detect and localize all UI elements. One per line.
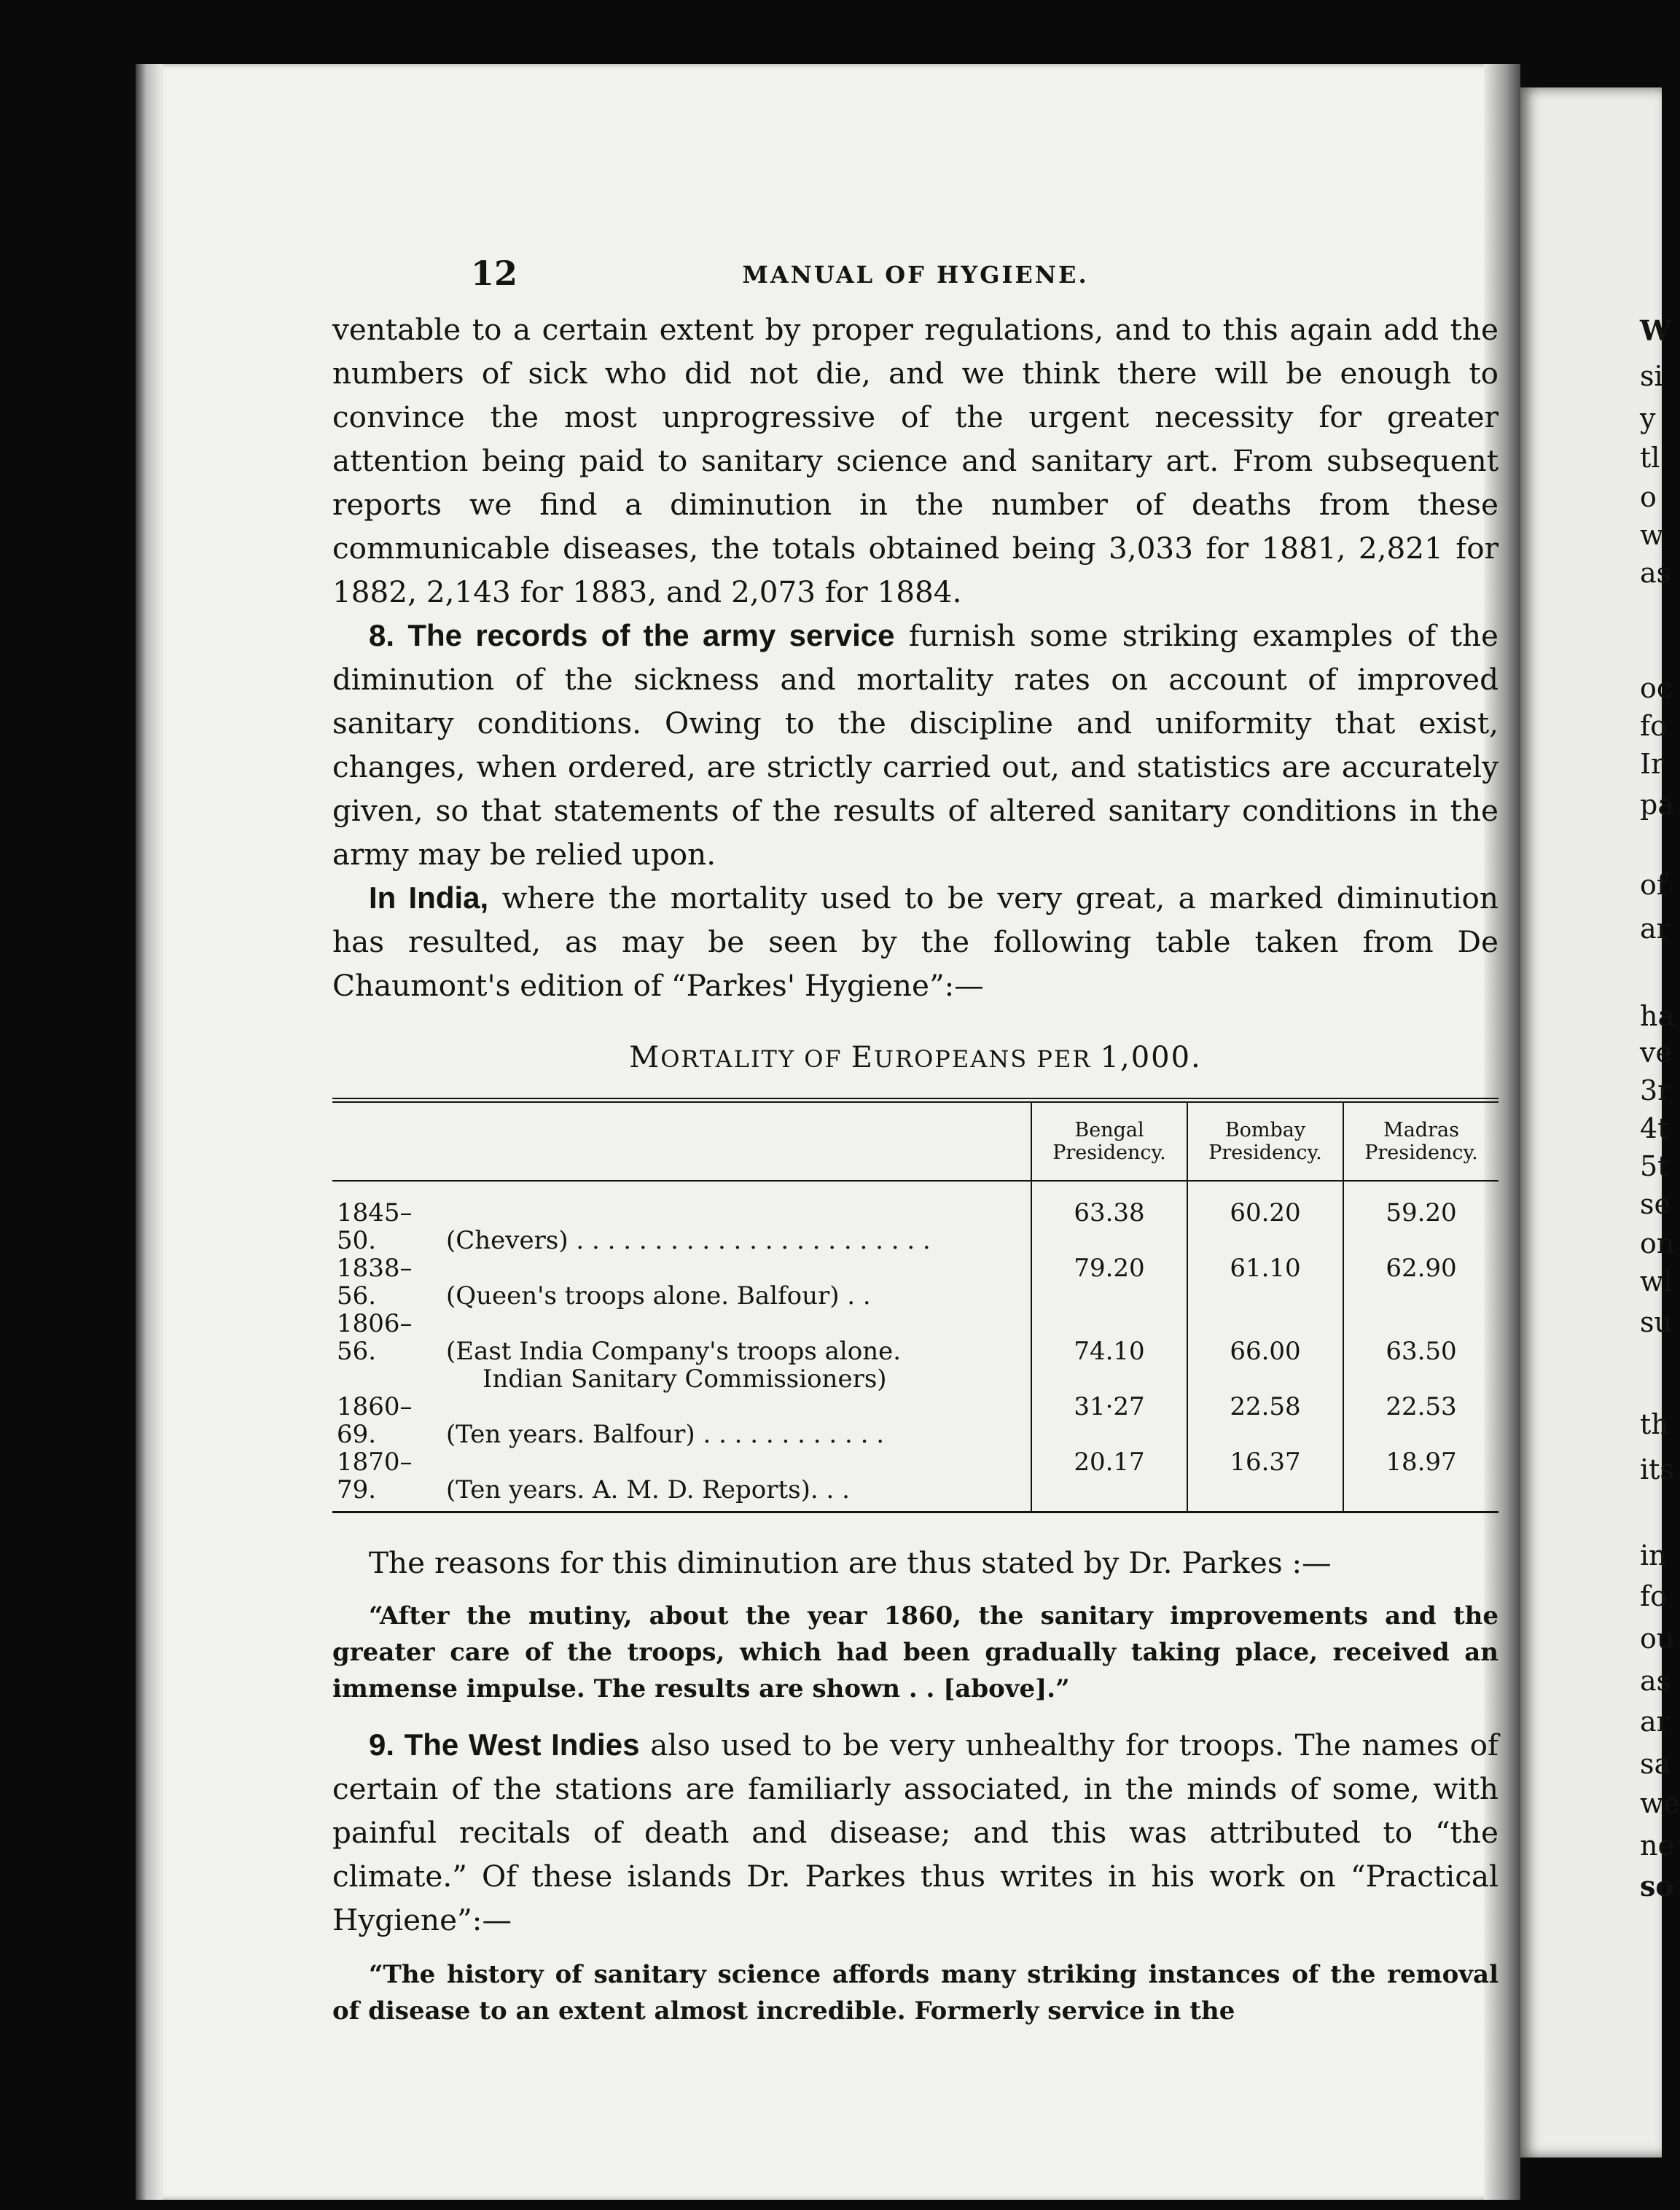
adjacent-fragment: ar bbox=[1640, 1706, 1670, 1738]
adjacent-page-edge bbox=[1520, 87, 1680, 2158]
cell-bengal: 74.10 bbox=[1031, 1310, 1187, 1393]
section-9-heading: 9. The West Indies bbox=[369, 1727, 640, 1762]
cell-bombay: 16.37 bbox=[1187, 1448, 1343, 1512]
adjacent-fragment: on bbox=[1640, 1227, 1675, 1260]
adjacent-fragment: 5t bbox=[1640, 1150, 1669, 1182]
page-content bbox=[332, 254, 1499, 2029]
adjacent-fragment: 3r bbox=[1640, 1074, 1671, 1106]
adjacent-fragment: as bbox=[1640, 1665, 1671, 1697]
adjacent-fragment: pa bbox=[1640, 789, 1674, 821]
adjacent-fragment: wl bbox=[1640, 1265, 1673, 1297]
adjacent-fragment: th bbox=[1640, 1408, 1669, 1440]
column-header-bombay: Bombay Presidency. bbox=[1187, 1101, 1343, 1182]
adjacent-fragment: w bbox=[1640, 519, 1664, 551]
cell-bombay: 66.00 bbox=[1187, 1310, 1343, 1393]
column-header-madras: Madras Presidency. bbox=[1343, 1101, 1499, 1182]
cell-bengal: 31·27 bbox=[1031, 1393, 1187, 1448]
cell-madras: 63.50 bbox=[1343, 1310, 1499, 1393]
adjacent-fragment: we bbox=[1640, 1787, 1680, 1819]
adjacent-fragment: 4t bbox=[1640, 1112, 1669, 1144]
adjacent-fragment: W bbox=[1640, 314, 1671, 347]
india-paragraph bbox=[332, 876, 1499, 1007]
adjacent-fragment: ha bbox=[1640, 1000, 1675, 1032]
cell-bengal: 20.17 bbox=[1031, 1448, 1187, 1512]
adjacent-fragment: fo bbox=[1640, 1580, 1667, 1612]
adjacent-fragment: fo bbox=[1640, 710, 1667, 742]
reasons-paragraph: The reasons for this diminution are thus stated by Dr. Parkes :— bbox=[369, 1545, 1332, 1580]
adjacent-fragment: ne bbox=[1640, 1830, 1674, 1862]
row-label: 1870–79. (Ten years. A. M. D. Reports). . . bbox=[337, 1448, 850, 1504]
adjacent-fragment: tl bbox=[1640, 442, 1660, 474]
cell-bengal: 63.38 bbox=[1031, 1181, 1187, 1254]
table-title: MORTALITY OF EUROPEANS PER 1,000. bbox=[629, 1041, 1202, 1074]
adjacent-fragment: its bbox=[1640, 1453, 1674, 1485]
adjacent-fragment: y bbox=[1640, 402, 1656, 434]
cell-bombay: 22.58 bbox=[1187, 1393, 1343, 1448]
cell-madras: 59.20 bbox=[1343, 1181, 1499, 1254]
adjacent-fragment: as bbox=[1640, 557, 1671, 589]
section-9-text: also used to be very unhealthy for troops. The names of certain of the stations are familiarly associated, in the minds of some, with painful recitals of death and disease; and this was attributed to “the climate.” Of these islands Dr. Parkes thus writes in his work on “Practical Hygiene”:— bbox=[332, 1727, 1499, 1937]
page-number: 12 bbox=[471, 254, 518, 293]
adjacent-fragment: su bbox=[1640, 1306, 1672, 1338]
row-label: 1845–50. (Chevers) . . . . . . . . . . . . . . . . . . . . . . . bbox=[337, 1198, 931, 1255]
table-header-row bbox=[332, 1101, 1499, 1182]
adjacent-fragment: in bbox=[1640, 1539, 1667, 1571]
adjacent-fragment: Ir bbox=[1640, 748, 1665, 780]
page-spine-shadow bbox=[136, 64, 163, 2200]
cell-bengal: 79.20 bbox=[1031, 1254, 1187, 1310]
adjacent-fragment: of bbox=[1640, 869, 1667, 901]
parkes-quote-1: “After the mutiny, about the year 1860, the sanitary improvements and the greater care of the troops, which had been gradually taking place, received an immense impulse. The results are shown . . [above].” bbox=[332, 1601, 1499, 1703]
section-8-heading: 8. The records of the army service bbox=[369, 618, 895, 652]
adjacent-fragment: ou bbox=[1640, 1623, 1675, 1655]
adjacent-fragment: ar bbox=[1640, 913, 1670, 945]
cell-madras: 22.53 bbox=[1343, 1393, 1499, 1448]
table-header-blank bbox=[332, 1101, 1031, 1182]
table-row bbox=[332, 1181, 1499, 1254]
adjacent-fragment: o bbox=[1640, 481, 1657, 513]
section-9-paragraph bbox=[332, 1723, 1499, 1942]
book-page bbox=[136, 64, 1520, 2200]
section-8-paragraph bbox=[332, 614, 1499, 876]
row-label: 1806–56. (East India Company's troops alone. Indian Sanitary Commissioners) bbox=[337, 1309, 902, 1394]
column-header-bengal: Bengal Presidency. bbox=[1031, 1101, 1187, 1182]
cell-bombay: 60.20 bbox=[1187, 1181, 1343, 1254]
adjacent-fragment: ve bbox=[1640, 1036, 1672, 1069]
paragraph-continuation: ventable to a certain extent by proper regulations, and to this again add the numbers of sick who did not die, and we think there will be enough to convince the most unprogressive of the urgent necessity for greater attention being paid to sanitary science and sanitary art. From subsequent reports we find a diminution in the number of deaths from these communicable diseases, the totals obtained being 3,033 for 1881, 2,821 for 1882, 2,143 for 1883, and 2,073 for 1884. bbox=[332, 312, 1499, 609]
running-title: MANUAL OF HYGIENE. bbox=[742, 261, 1089, 289]
adjacent-fragment: se bbox=[1640, 1188, 1671, 1220]
adjacent-fragment: sa bbox=[1640, 1748, 1671, 1780]
section-8-text: furnish some striking examples of the diminution of the sickness and mortality rates on account of improved sanitary conditions. Owing to the discipline and uniformity that exist, changes, when ordered, are strictly carried out, and statistics are accurately given, so that statements of the results of altered sanitary conditions in the army may be relied upon. bbox=[332, 618, 1499, 872]
cell-bombay: 61.10 bbox=[1187, 1254, 1343, 1310]
india-heading: In India, bbox=[369, 881, 489, 915]
page-header bbox=[332, 254, 1499, 308]
adjacent-fragment: so bbox=[1640, 1870, 1674, 1902]
adjacent-fragment: oc bbox=[1640, 672, 1673, 704]
india-text: where the mortality used to be very great, a marked diminution has resulted, as may be seen by the following table taken from De Chaumont's edition of “Parkes' Hygiene”:— bbox=[332, 881, 1499, 1003]
row-label: 1860–69. (Ten years. Balfour) . . . . . . . . . . . . bbox=[337, 1392, 885, 1449]
row-label: 1838–56. (Queen's troops alone. Balfour) . . bbox=[337, 1254, 871, 1311]
table-row bbox=[332, 1310, 1499, 1393]
cell-madras: 62.90 bbox=[1343, 1254, 1499, 1310]
cell-madras: 18.97 bbox=[1343, 1448, 1499, 1512]
table-row bbox=[332, 1393, 1499, 1448]
table-row bbox=[332, 1448, 1499, 1512]
mortality-table bbox=[332, 1098, 1499, 1513]
table-row bbox=[332, 1254, 1499, 1310]
adjacent-fragment: si bbox=[1640, 360, 1663, 392]
parkes-quote-2: “The history of sanitary science affords many striking instances of the removal of disease to an extent almost incredible. Formerly service in the bbox=[332, 1960, 1499, 2026]
